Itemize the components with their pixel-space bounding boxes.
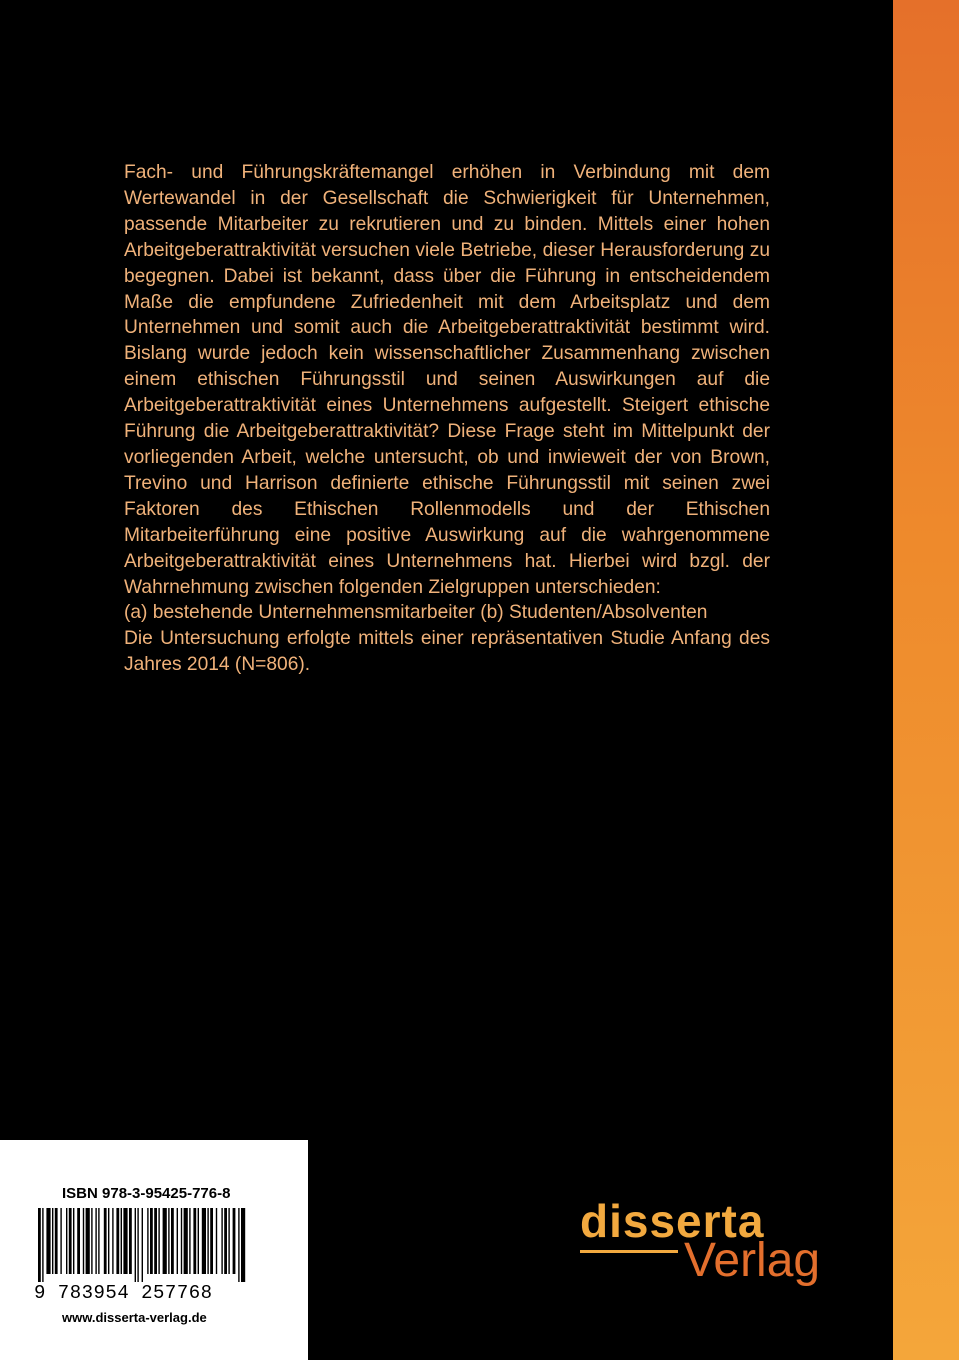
- barcode-panel: [0, 1140, 308, 1360]
- blurb-paragraph: Fach- und Führungskräftemangel erhöhen in Verbindung mit dem Wertewandel in der Gesellschaft die Schwierigkeit für Unternehmen, passende Mitarbeiter zu rekrutieren und zu binden. Mittels einer hohen Arbeitgeberattraktivität versuchen viele Betriebe, dieser Herausforderung zu begegnen. Dabei ist bekannt, dass über die Führung in entscheidendem Maße die empfundene Zufriedenheit mit dem Arbeitsplatz und dem Unternehmen und somit auch die Arbeitgeberattraktivität bestimmt wird. Bislang wurde jedoch kein wissenschaftlicher Zusammenhang zwischen einem ethischen Führungsstil und seinen Auswirkungen auf die Arbeitgeberattraktivität eines Unternehmens aufgestellt. Steigert ethische Führung die Arbeitgeberattraktivität? Diese Frage steht im Mittelpunkt der vorliegenden Arbeit, welche untersucht, ob und inwieweit der von Brown, Trevino und Harrison definierte ethische Führungsstil mit seinen zwei Faktoren des Ethischen Rollenmodells und der Ethischen Mitarbeiterführung eine positive Auswirkung auf die wahrgenommene Arbeitgeberattraktivität eines Unternehmens hat. Hierbei wird bzgl. der Wahrnehmung zwischen folgenden Zielgruppen unterschieden:: [124, 162, 770, 598]
- publisher-name-line1: disserta: [580, 1195, 765, 1247]
- blurb-closing: Die Untersuchung erfolgte mittels einer repräsentativen Studie Anfang des Jahres 2014 (N=806).: [124, 628, 770, 676]
- publisher-name-line2: Verlag: [684, 1234, 821, 1287]
- blurb-groups: (a) bestehende Unternehmensmitarbeiter (b) Studenten/Absolventen: [124, 602, 708, 624]
- publisher-logo: [580, 1195, 821, 1287]
- book-spine: [893, 0, 959, 1360]
- barcode-icon: [34, 1208, 246, 1282]
- back-cover-blurb: [124, 160, 770, 678]
- isbn-label: ISBN 978-3-95425-776-8: [62, 1185, 231, 1202]
- publisher-website: www.disserta-verlag.de: [62, 1310, 207, 1325]
- publisher-logo-rule: [580, 1250, 678, 1253]
- barcode-digits: 9 783954 257768: [34, 1282, 213, 1304]
